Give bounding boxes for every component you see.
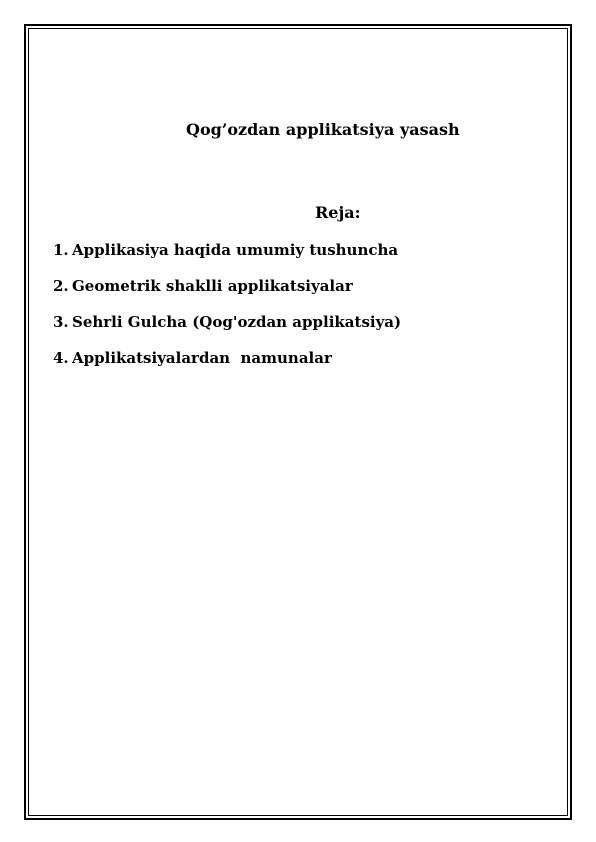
list-item-number: 3.: [53, 313, 69, 331]
list-item: [53, 310, 401, 346]
list-item: [53, 274, 401, 310]
list-item: [53, 346, 401, 382]
list-item-text: Geometrik shaklli applikatsiyalar: [72, 277, 353, 295]
list-item: [53, 238, 401, 274]
plan-list: [53, 238, 401, 382]
list-item-number: 2.: [53, 277, 69, 295]
list-item-text: Applikatsiyalardan namunalar: [72, 349, 332, 367]
plan-heading: Reja:: [315, 203, 361, 222]
list-item-text: Applikasiya haqida umumiy tushuncha: [72, 241, 399, 259]
page-border-inner: [28, 28, 568, 816]
list-item-number: 1.: [53, 241, 69, 259]
list-item-text: Sehrli Gulcha (Qog'ozdan applikatsiya): [72, 313, 402, 331]
list-item-number: 4.: [53, 349, 69, 367]
document-title: Qog’ozdan applikatsiya yasash: [186, 120, 460, 139]
